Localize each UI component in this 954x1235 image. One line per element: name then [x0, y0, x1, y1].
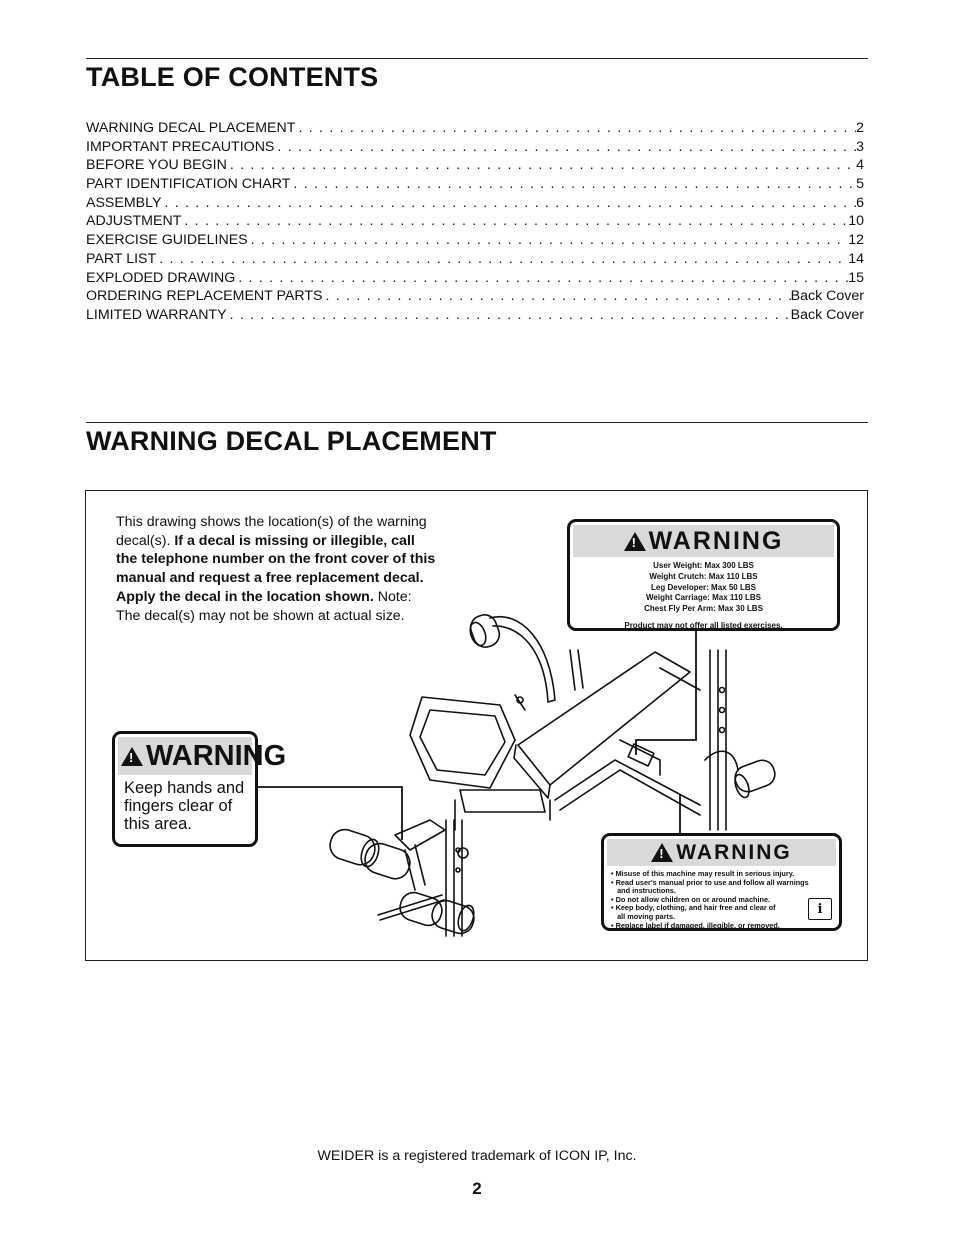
toc-entry-page: 4 [856, 157, 864, 174]
weight-limits-decal [567, 519, 840, 631]
toc-entry-page: 12 [848, 232, 864, 249]
hands-clear-text [115, 775, 255, 833]
toc-entry-page: 15 [848, 269, 864, 286]
warning-triangle-icon [121, 747, 143, 766]
weight-limits-decal-title: WARNING [648, 526, 784, 555]
general-warning-line: • Misuse of this machine may result in serious injury. [611, 869, 795, 878]
intro-text-plain: This drawing shows the location(s) of the warning decal(s). [116, 514, 427, 549]
weight-limit-line: Weight Crutch: Max 110 LBS [649, 571, 758, 581]
toc-entry-title: ORDERING REPLACEMENT PARTS [86, 288, 323, 305]
weight-limit-line: User Weight: Max 300 LBS [653, 561, 754, 570]
toc-entry-page: 14 [848, 250, 864, 267]
weight-limit-line: Leg Developer: Max 50 LBS [651, 582, 756, 592]
warning-section-heading: WARNING DECAL PLACEMENT [86, 426, 497, 456]
weight-limit-line: Chest Fly Per Arm: Max 30 LBS [644, 604, 763, 614]
general-warning-line: • Keep body, clothing, and hair free and clear of [611, 903, 776, 913]
toc-entry-title: PART LIST [86, 250, 157, 267]
toc-entry-page: Back Cover [790, 288, 864, 305]
toc-entry-title: PART IDENTIFICATION CHART [86, 176, 291, 193]
toc-entry-title: EXERCISE GUIDELINES [86, 232, 248, 249]
toc-entry-title: LIMITED WARRANTY [86, 306, 227, 323]
general-warning-list [604, 866, 839, 930]
general-warning-decal-header [607, 839, 836, 866]
hands-clear-line: Keep hands and [124, 779, 245, 797]
intro-text-bold: If a decal is missing or illegible, call the telephone number on the front cover of this manual and request a free replacement decal. Apply the decal in the location shown. [116, 532, 436, 605]
toc-entry-page: 2 [856, 120, 864, 136]
hands-clear-line: fingers clear of [124, 797, 233, 815]
hands-clear-decal [112, 731, 287, 847]
hands-clear-line: this area. [124, 815, 192, 833]
general-warning-line: • Read user's manual prior to use and follow all warnings [611, 877, 809, 887]
trademark-note: WEIDER is a registered trademark of ICON IP, Inc. [317, 1148, 637, 1164]
weight-limits-footer: Product may not offer all listed exercises. [624, 620, 783, 630]
hands-clear-decal-title: WARNING [146, 739, 287, 772]
warning-triangle-icon [624, 532, 646, 551]
general-warning-line: and instructions. [611, 886, 676, 896]
general-warning-decal-title: WARNING [676, 840, 792, 864]
warning-triangle-icon [651, 843, 673, 862]
read-manual-icon-label: i [817, 901, 823, 917]
general-warning-line: all moving parts. [611, 911, 676, 921]
toc-entry-title: EXPLODED DRAWING [86, 269, 236, 286]
toc-entry-title: BEFORE YOU BEGIN [86, 157, 227, 174]
toc-entry-page: 3 [856, 138, 864, 155]
toc-entry-title: WARNING DECAL PLACEMENT [86, 120, 296, 136]
read-manual-icon [808, 898, 832, 920]
weight-limit-line: Weight Carriage: Max 110 LBS [646, 593, 761, 603]
intro-text-note: Note: The decal(s) may not be shown at actual size. [116, 588, 412, 624]
toc-entry-page: 5 [856, 176, 864, 193]
general-warning-decal [601, 833, 842, 931]
toc-entry-title: ASSEMBLY [86, 194, 162, 211]
toc-entry-title: ADJUSTMENT [86, 213, 182, 230]
weight-limits-decal-header [573, 525, 834, 557]
hands-clear-decal-header [118, 737, 287, 775]
general-warning-line: • Do not allow children on or around machine. [611, 894, 771, 904]
general-warning-line: • Replace label if damaged, illegible, or removed. [611, 920, 780, 930]
toc-entry-page: 10 [848, 213, 864, 230]
page-number: 2 [472, 1179, 482, 1198]
toc-heading: TABLE OF CONTENTS [86, 62, 379, 92]
toc-entry-page: 6 [856, 194, 864, 211]
toc-entry-title: IMPORTANT PRECAUTIONS [86, 138, 275, 155]
toc-entry-page: Back Cover [790, 306, 864, 323]
weight-limits-list [570, 557, 837, 615]
